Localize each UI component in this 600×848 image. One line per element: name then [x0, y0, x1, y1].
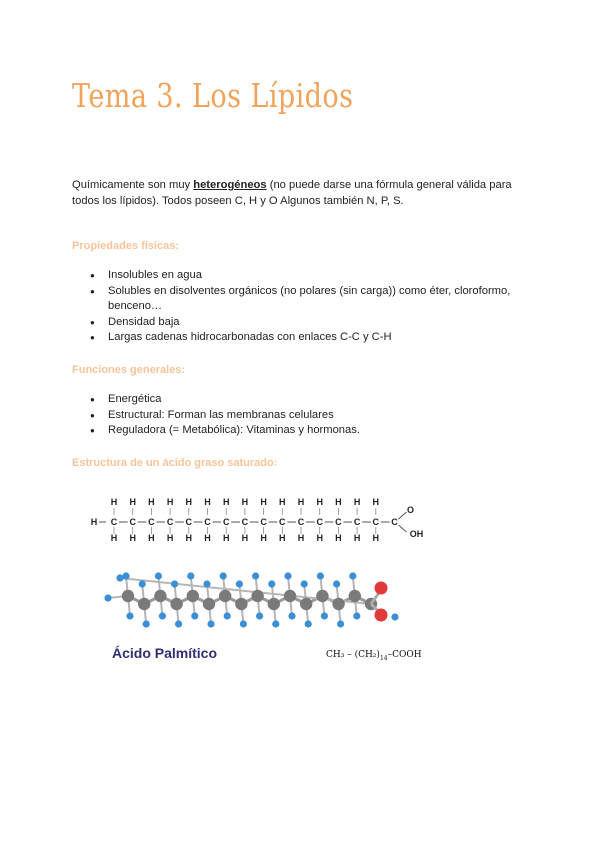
bond: [399, 512, 407, 519]
hydrogen-atom: [353, 612, 360, 619]
atom-h-label: H: [335, 497, 342, 507]
atom-h-label: H: [204, 533, 211, 543]
formula-subscript: 14: [379, 654, 388, 662]
atom-c-label: C: [241, 517, 249, 527]
carbon-atom: [219, 590, 231, 602]
atom-c-label: C: [148, 517, 155, 527]
page-title: Tema 3. Los Lípidos: [72, 76, 354, 115]
list-item: ● Solubles en disolventes orgánicos (no polares (sin carga)) como éter, cloroformo, benceno…: [90, 284, 530, 315]
atom-c-label: C: [204, 517, 211, 527]
properties-list: [90, 268, 530, 346]
atom-c-label: C: [391, 517, 398, 527]
carbon-atom: [332, 598, 344, 610]
atom-h-label: H: [129, 497, 136, 507]
hydrogen-atom: [252, 572, 259, 579]
atom-h-label: H: [372, 533, 380, 543]
atom-h-label: H: [316, 497, 323, 507]
atom-h-label: H: [260, 533, 267, 543]
hydrogen-atom: [391, 613, 398, 620]
hydrogen-atom: [159, 612, 166, 619]
hydrogen-atom: [321, 612, 328, 619]
atom-h-label: H: [297, 497, 305, 507]
list-item: ● Largas cadenas hidrocarbonadas con enlaces C-C y C-H: [90, 330, 530, 346]
hydrogen-atom: [171, 580, 178, 587]
atom-c-label: C: [185, 517, 193, 527]
hydrogen-atom: [126, 612, 133, 619]
atom-h-label: H: [110, 497, 118, 507]
atom-o-label: O: [406, 505, 415, 515]
atom-h-label: H: [241, 533, 249, 543]
hydrogen-atom: [104, 594, 111, 601]
atom-h-label: H: [222, 497, 230, 507]
condensed-formula: [326, 650, 422, 662]
atom-h-label: H: [204, 497, 211, 507]
structural-formula: [91, 497, 424, 543]
list-item: ● Insolubles en agua: [90, 268, 530, 284]
hydrogen-atom: [139, 580, 146, 587]
carbon-atom: [235, 598, 247, 610]
list-item: ● Densidad baja: [90, 315, 530, 331]
atom-c-label: C: [353, 517, 361, 527]
hydrogen-atom: [143, 620, 150, 627]
atom-c-label: C: [372, 517, 380, 527]
list-item: ● Reguladora (= Metabólica): Vitaminas y hormonas.: [90, 423, 530, 439]
hydrogen-atom: [236, 580, 243, 587]
functions-list: [90, 392, 530, 439]
atom-c-label: C: [222, 517, 230, 527]
bond: [399, 525, 407, 532]
carbon-atom: [154, 590, 166, 602]
carbon-atom: [122, 590, 134, 602]
intro-bold-term: heterogéneos: [193, 179, 267, 191]
hydrogen-atom: [155, 572, 162, 579]
carbon-atom: [187, 590, 199, 602]
hydrogen-atom: [349, 572, 356, 579]
hydrogen-atom: [116, 574, 123, 581]
atom-h-label: H: [148, 533, 155, 543]
hydrogen-atom: [288, 612, 295, 619]
atom-h-label: H: [148, 497, 155, 507]
carbon-atom: [268, 598, 280, 610]
hydrogen-atom: [207, 620, 214, 627]
hydrogen-atom: [191, 612, 198, 619]
atom-c-label: C: [166, 517, 174, 527]
hydrogen-atom: [187, 572, 194, 579]
atom-h-label: H: [353, 497, 361, 507]
hydrogen-atom: [175, 620, 182, 627]
atom-h-label: H: [90, 517, 98, 527]
oxygen-atom: [375, 582, 388, 595]
hydrogen-atom: [337, 620, 344, 627]
hydrogen-atom: [272, 620, 279, 627]
atom-c-label: C: [129, 517, 136, 527]
hydrogen-atom: [203, 580, 210, 587]
atom-h-label: H: [372, 497, 380, 507]
atom-h-label: H: [110, 533, 118, 543]
list-item: ● Energética: [90, 392, 530, 408]
atom-c-label: C: [335, 517, 342, 527]
carbon-atom: [316, 590, 328, 602]
hydrogen-atom: [317, 572, 324, 579]
atom-h-label: H: [166, 497, 174, 507]
carbon-atom: [284, 590, 296, 602]
atom-h-label: H: [185, 533, 193, 543]
atom-c-label: C: [297, 517, 305, 527]
formula-part-1: CH₃ – (CH₂): [326, 650, 380, 660]
atom-h-label: H: [279, 533, 286, 543]
carbon-atom: [203, 598, 215, 610]
hydrogen-atom: [301, 580, 308, 587]
formula-part-2: –COOH: [387, 650, 422, 660]
atom-h-label: H: [297, 533, 305, 543]
atom-h-label: H: [316, 533, 323, 543]
hydrogen-atom: [220, 572, 227, 579]
carbon-atom: [251, 590, 263, 602]
group-oh-label: OH: [409, 529, 424, 539]
atom-h-label: H: [353, 533, 361, 543]
carbon-atom: [349, 590, 361, 602]
atom-c-label: C: [110, 517, 118, 527]
section-heading-functions: Funciones generales:: [72, 364, 186, 376]
atom-h-label: H: [279, 497, 286, 507]
section-heading-structure: Estructura de un ácido graso saturado:: [72, 457, 278, 469]
hydrogen-atom: [240, 620, 247, 627]
atom-h-label: H: [241, 497, 249, 507]
atom-c-label: C: [260, 517, 267, 527]
molecule-name: Ácido Palmítico: [112, 645, 218, 661]
hydrogen-atom: [256, 612, 263, 619]
carbon-atom: [138, 598, 150, 610]
intro-text-before: Químicamente son muy: [72, 179, 194, 191]
atom-c-label: C: [316, 517, 323, 527]
hydrogen-atom: [268, 580, 275, 587]
list-item: ● Estructural: Forman las membranas celulares: [90, 408, 530, 424]
atom-h-label: H: [222, 533, 230, 543]
atom-h-label: H: [185, 497, 193, 507]
carbon-atom: [170, 598, 182, 610]
intro-text-after: (no puede darse una fórmula general válida para todos los lípidos). Todos poseen C, H y O Algunos también N, P, S.: [72, 179, 512, 207]
atom-h-label: H: [260, 497, 267, 507]
ball-and-stick-model: [104, 572, 398, 627]
oxygen-atom: [375, 609, 388, 622]
hydrogen-atom: [284, 572, 291, 579]
hydrogen-atom: [224, 612, 231, 619]
hydrogen-atom: [305, 620, 312, 627]
carbon-atom: [300, 598, 312, 610]
atom-h-label: H: [166, 533, 174, 543]
atom-c-label: C: [279, 517, 286, 527]
section-heading-properties: Propiedades físicas:: [72, 240, 179, 252]
atom-h-label: H: [335, 533, 342, 543]
intro-paragraph: [72, 177, 532, 209]
atom-h-label: H: [129, 533, 136, 543]
hydrogen-atom: [333, 580, 340, 587]
